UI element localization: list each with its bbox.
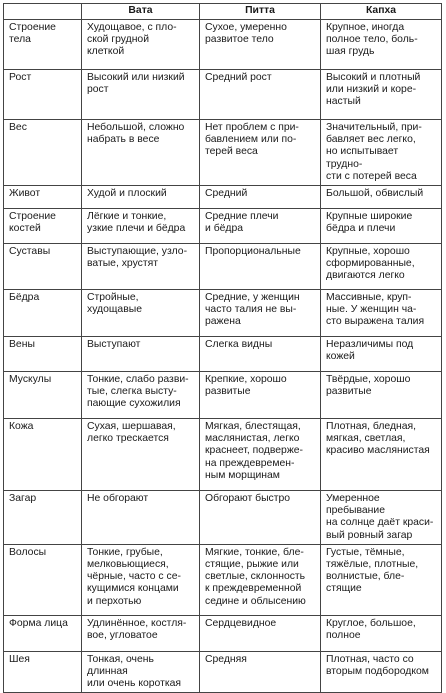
row-label-cell: Волосы [4,544,82,615]
kapha-cell: Круглое, большое, полное [321,615,442,651]
table-row [4,70,442,120]
kapha-cell: Плотная, часто со вторым подбородком [321,651,442,693]
table-row [4,544,442,615]
pitta-cell: Средняя [200,651,321,693]
table-row [4,120,442,186]
row-label-cell: Строение костей [4,209,82,244]
kapha-cell: Неразличимы под кожей [321,337,442,372]
table-row [4,209,442,244]
kapha-cell: Высокий и плотный или низкий и коре- настый [321,70,442,120]
table-body [4,20,442,693]
table-row [4,615,442,651]
row-label-cell: Загар [4,491,82,545]
header-cell-attribute [4,4,82,20]
row-label-cell: Рост [4,70,82,120]
row-label-cell: Кожа [4,419,82,491]
pitta-cell: Обгорают быстро [200,491,321,545]
vata-cell: Тонкие, грубые, мелковьющиеся, чёрные, часто с се- кущимися концами и перхотью [82,544,200,615]
row-label-cell: Суставы [4,244,82,290]
kapha-cell: Массивные, круп- ные. У женщин ча- сто выражена талия [321,290,442,337]
dosha-comparison-table [3,3,442,693]
table-row [4,20,442,70]
pitta-cell: Крепкие, хорошо развитые [200,372,321,419]
table-row [4,186,442,209]
table-row [4,372,442,419]
pitta-cell: Средний [200,186,321,209]
pitta-cell: Средний рост [200,70,321,120]
kapha-cell: Крупные, хорошо сформированные, двигаются легко [321,244,442,290]
pitta-cell: Сердцевидное [200,615,321,651]
kapha-cell: Умеренное пребывание на солнце даёт краси- вый ровный загар [321,491,442,545]
row-label-cell: Бёдра [4,290,82,337]
vata-cell: Тонкая, очень длинная или очень короткая [82,651,200,693]
row-label-cell: Шея [4,651,82,693]
kapha-cell: Густые, тёмные, тяжёлые, плотные, волнистые, бле- стящие [321,544,442,615]
row-label-cell: Вены [4,337,82,372]
row-label-cell: Вес [4,120,82,186]
vata-cell: Выступают [82,337,200,372]
vata-cell: Высокий или низкий рост [82,70,200,120]
table-row [4,337,442,372]
row-label-cell: Форма лица [4,615,82,651]
vata-cell: Удлинённое, костля- вое, угловатое [82,615,200,651]
kapha-cell: Крупные широкие бёдра и плечи [321,209,442,244]
kapha-cell: Твёрдые, хорошо развитые [321,372,442,419]
table-row [4,651,442,693]
kapha-cell: Крупное, иногда полное тело, боль- шая грудь [321,20,442,70]
row-label-cell: Строение тела [4,20,82,70]
row-label-cell: Живот [4,186,82,209]
table-row [4,491,442,545]
table-row [4,419,442,491]
vata-cell: Тонкие, слабо разви- тые, слегка высту- пающие сухожилия [82,372,200,419]
row-label-cell: Мускулы [4,372,82,419]
header-cell-vata: Вата [82,4,200,20]
vata-cell: Худощавое, с пло- ской грудной клеткой [82,20,200,70]
pitta-cell: Средние, у женщин часто талия не вы- ражена [200,290,321,337]
table-row [4,244,442,290]
pitta-cell: Пропорциональные [200,244,321,290]
vata-cell: Лёгкие и тонкие, узкие плечи и бёдра [82,209,200,244]
table-header [4,4,442,20]
pitta-cell: Мягкая, блестящая, маслянистая, легко краснеет, подверже- на преждевремен- ным морщинам [200,419,321,491]
vata-cell: Не обгорают [82,491,200,545]
vata-cell: Выступающие, узло- ватые, хрустят [82,244,200,290]
pitta-cell: Мягкие, тонкие, бле- стящие, рыжие или светлые, склонность к преждевременной седине и облысению [200,544,321,615]
vata-cell: Стройные, худощавые [82,290,200,337]
vata-cell: Худой и плоский [82,186,200,209]
table-row [4,290,442,337]
vata-cell: Сухая, шершавая, легко трескается [82,419,200,491]
header-cell-kapha: Капха [321,4,442,20]
pitta-cell: Слегка видны [200,337,321,372]
kapha-cell: Большой, обвислый [321,186,442,209]
vata-cell: Небольшой, сложно набрать в весе [82,120,200,186]
kapha-cell: Плотная, бледная, мягкая, светлая, красиво маслянистая [321,419,442,491]
header-cell-pitta: Питта [200,4,321,20]
pitta-cell: Средние плечи и бёдра [200,209,321,244]
kapha-cell: Значительный, при- бавляет вес легко, но испытывает трудно- сти с потерей веса [321,120,442,186]
pitta-cell: Сухое, умеренно развитое тело [200,20,321,70]
header-row [4,4,442,20]
pitta-cell: Нет проблем с при- бавлением или по- терей веса [200,120,321,186]
